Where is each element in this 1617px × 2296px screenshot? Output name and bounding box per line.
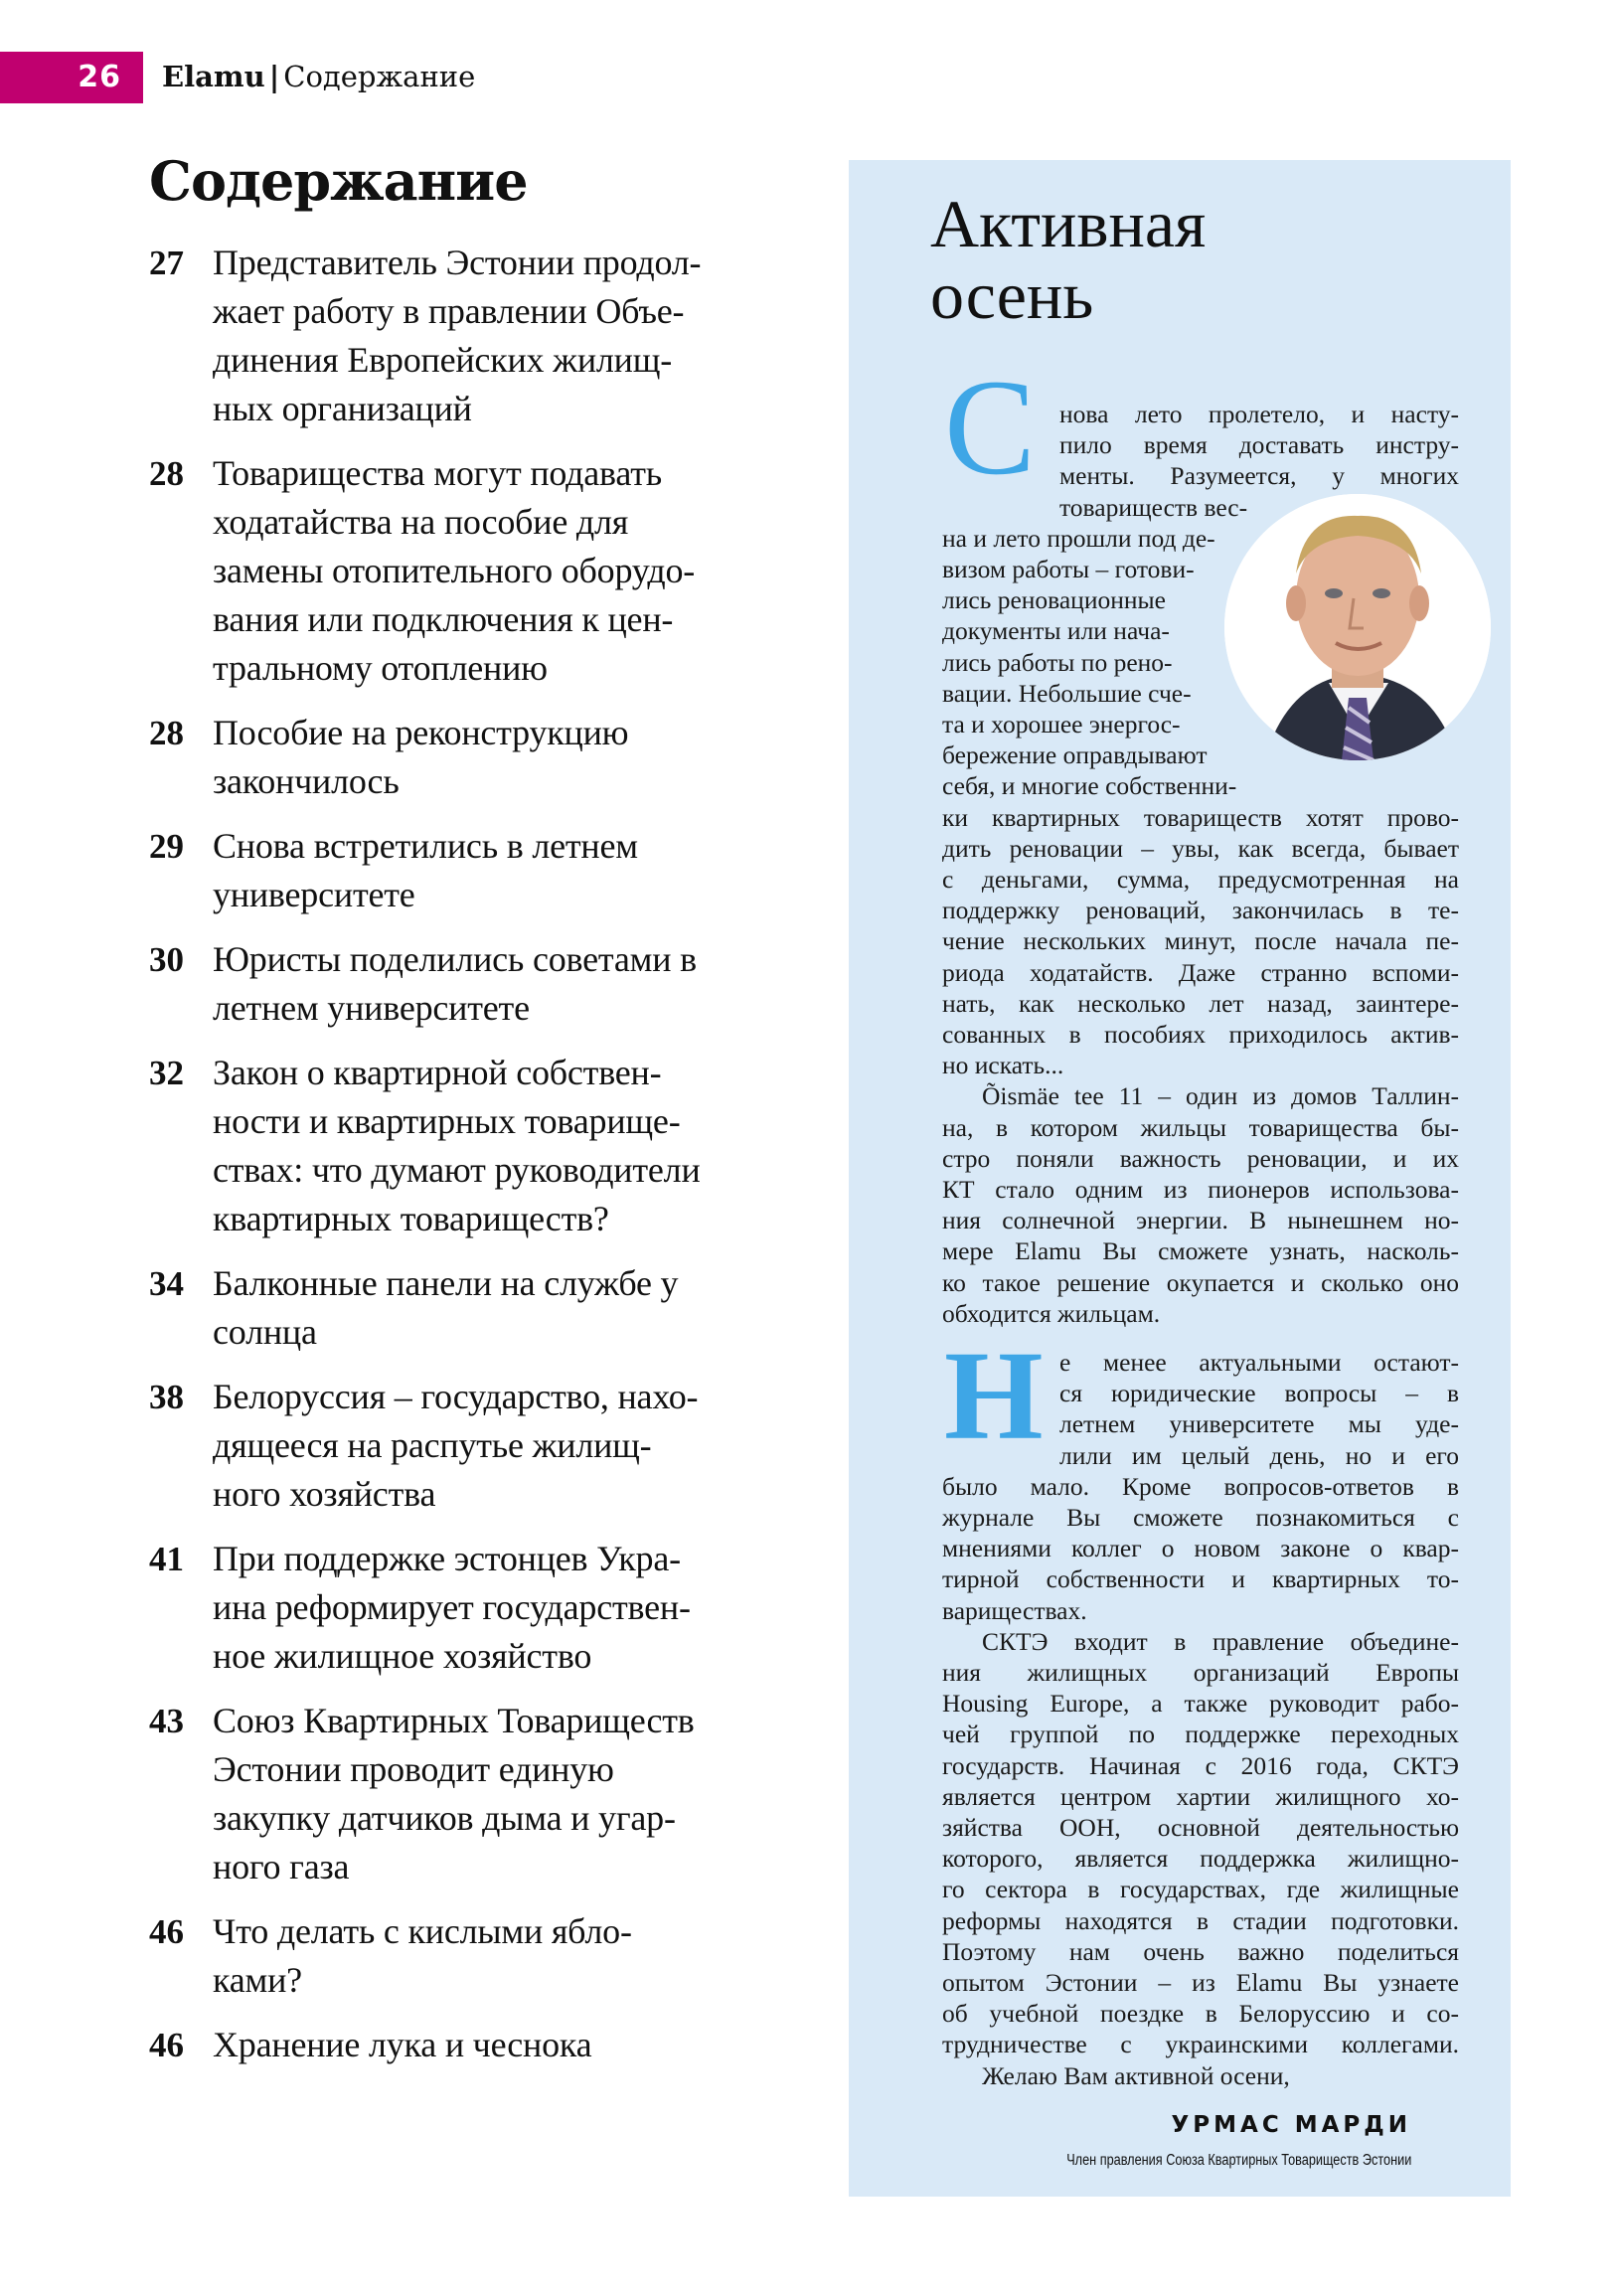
body-text-line: товариществ вес-: [1059, 493, 1248, 522]
body-text-line: лись реновационные: [942, 585, 1166, 614]
toc-entry-line: летнем университете: [213, 988, 530, 1028]
body-text-line: дить реновации – увы, как всегда, бывает: [942, 834, 1459, 863]
toc-entry-line: Юристы поделились советами в: [213, 939, 697, 979]
toc-entry-title: [213, 822, 638, 919]
body-text-line: обходится жильцам.: [942, 1299, 1161, 1328]
toc-title: Содержание: [149, 149, 528, 213]
body-text-line: пило время доставать инстру-: [1059, 430, 1459, 459]
body-text-line: Õismäe tee 11 – один из домов Таллин-: [982, 1081, 1459, 1110]
body-text-line: вации. Небольшие сче-: [942, 679, 1192, 708]
body-text-line: СКТЭ входит в правление объедине-: [982, 1627, 1459, 1656]
body-text-line: было мало. Кроме вопросов-ответов в: [942, 1472, 1459, 1501]
body-text-line: но искать...: [942, 1051, 1064, 1079]
toc-entry[interactable]: [149, 1535, 785, 1681]
toc-entry-line: Что делать с кислыми ябло-: [213, 1911, 632, 1951]
toc-page-number: 29: [149, 827, 184, 866]
body-text-line: чение нескольких минут, после начала пе-: [942, 926, 1459, 955]
toc-entry-title: [213, 709, 628, 806]
signature-name: УРМАС МАРДИ: [1171, 2112, 1411, 2138]
body-text-line: документы или нача-: [942, 616, 1170, 645]
drop-cap: С: [944, 351, 1037, 503]
body-text-line: визом работы – готови-: [942, 555, 1195, 583]
body-text-line: ния жилищных организаций Европы: [942, 1658, 1459, 1687]
toc-entry-line: Балконные панели на службе у: [213, 1263, 679, 1303]
toc-entry-line: замены отопительного оборудо-: [213, 551, 696, 590]
toc-page-number: 28: [149, 454, 184, 493]
magazine-name: Elamu: [162, 60, 265, 93]
body-text-line: вариществах.: [942, 1596, 1087, 1625]
toc-entry-line: университете: [213, 875, 415, 914]
toc-entry-line: жает работу в правлении Объе-: [213, 291, 685, 331]
table-of-contents: [149, 239, 785, 2085]
toc-entry-title: [213, 449, 695, 693]
toc-entry-line: Представитель Эстонии продол-: [213, 243, 702, 282]
body-text-line: е менее актуальными остают-: [1059, 1348, 1459, 1377]
body-text-line: которого, является поддержка жилищно-: [942, 1844, 1459, 1873]
body-text-line: ки квартирных товариществ хотят прово-: [942, 803, 1459, 832]
body-text-line: летнем университете мы уде-: [1059, 1409, 1459, 1438]
body-text-line: на, в котором жильцы товарищества бы-: [942, 1113, 1459, 1142]
toc-entry-line: Эстонии проводит единую: [213, 1749, 614, 1789]
toc-entry-title: [213, 1373, 698, 1519]
body-text-line: лись работы по рено-: [942, 648, 1173, 677]
body-text-line: нова лето пролетело, и насту-: [1059, 400, 1459, 428]
body-text-line: КТ стало одним из пионеров использова-: [942, 1175, 1459, 1204]
body-text-line: чей группой по поддержке переходных: [942, 1720, 1459, 1748]
toc-entry-line: Снова встретились в летнем: [213, 826, 638, 866]
body-text-line: опытом Эстонии – из Elamu Вы узнаете: [942, 1968, 1459, 1997]
toc-entry[interactable]: [149, 449, 785, 693]
toc-entry-title: [213, 935, 697, 1033]
toc-entry[interactable]: [149, 1697, 785, 1891]
body-text-line: мнениями коллег о новом законе о квар-: [942, 1534, 1459, 1562]
body-text-line: с деньгами, сумма, предусмотренная на: [942, 865, 1459, 894]
toc-page-number: 34: [149, 1264, 184, 1303]
toc-entry-title: [213, 1697, 695, 1891]
toc-entry-line: ками?: [213, 1960, 302, 2000]
signature-role: Член правления Союза Квартирных Товариществ Эстонии: [1065, 2152, 1411, 2169]
toc-entry-line: Пособие на реконструкцию: [213, 713, 629, 752]
body-text-line: трудничестве с украинскими коллегами.: [942, 2030, 1459, 2058]
body-text-line: ся юридические вопросы – в: [1059, 1379, 1459, 1407]
body-text-line: нать, как несколько лет назад, заинтере-: [942, 989, 1459, 1018]
body-text-line: риода ходатайств. Даже странно вспоми-: [942, 958, 1459, 987]
body-text-line: себя, и многие собственни-: [942, 771, 1237, 800]
drop-cap: Н: [944, 1325, 1044, 1466]
editorial-panel: [849, 160, 1511, 2197]
running-head-separator: |: [268, 60, 280, 93]
page-number-badge: [0, 52, 143, 103]
toc-entry-title: [213, 1907, 632, 2005]
toc-entry-line: тральному отоплению: [213, 648, 548, 688]
toc-entry-line: Союз Квартирных Товариществ: [213, 1701, 695, 1740]
body-text-line: бережение оправдывают: [942, 740, 1208, 769]
toc-entry-line: ных организаций: [213, 389, 472, 428]
toc-page-number: 27: [149, 244, 184, 282]
body-text-line: мере Elamu Вы сможете узнать, насколь-: [942, 1236, 1459, 1265]
toc-entry-line: ного хозяйства: [213, 1474, 436, 1514]
toc-entry-line: Белоруссия – государство, нахо-: [213, 1377, 699, 1416]
toc-entry-line: ного газа: [213, 1847, 350, 1886]
toc-entry-title: [213, 2021, 591, 2069]
editorial-title-line: осень: [930, 257, 1094, 333]
toc-entry-line: ходатайства на пособие для: [213, 502, 629, 542]
body-text-line: зяйства ООН, основной деятельностью: [942, 1813, 1459, 1842]
body-text-line: ния солнечной энергии. В нынешнем но-: [942, 1206, 1459, 1234]
toc-entry-line: Товарищества могут подавать: [213, 453, 662, 493]
toc-entry-line: ина реформирует государствен-: [213, 1587, 691, 1627]
toc-entry-line: солнца: [213, 1312, 317, 1352]
body-text-line: поддержку реноваций, закончилась в те-: [942, 896, 1459, 924]
toc-entry[interactable]: [149, 1049, 785, 1243]
toc-page-number: 32: [149, 1054, 184, 1092]
body-text-line: стро поняли важность реновации, и их: [942, 1144, 1459, 1173]
toc-entry-line: ности и квартирных товарище-: [213, 1101, 681, 1141]
toc-page-number: 28: [149, 714, 184, 752]
toc-entry-line: Закон о квартирной собствен-: [213, 1053, 662, 1092]
section-name: Содержание: [283, 60, 476, 93]
toc-entry[interactable]: [149, 1259, 785, 1357]
body-text-line: Поэтому нам очень важно поделиться: [942, 1937, 1459, 1966]
toc-entry-title: [213, 1535, 691, 1681]
toc-entry[interactable]: [149, 1373, 785, 1519]
toc-entry-line: динения Европейских жилищ-: [213, 340, 673, 380]
editorial-title-line: Активная: [930, 186, 1207, 261]
body-text-line: та и хорошее энергос-: [942, 710, 1181, 738]
body-text-line: менты. Разумеется, у многих: [1059, 461, 1459, 490]
page-number: 26: [78, 60, 121, 94]
toc-entry-line: закончилось: [213, 761, 400, 801]
toc-entry-line: ное жилищное хозяйство: [213, 1636, 592, 1676]
toc-entry[interactable]: [149, 822, 785, 919]
toc-entry-line: Хранение лука и чеснока: [213, 2025, 592, 2064]
toc-entry-line: При поддержке эстонцев Укра-: [213, 1539, 681, 1578]
toc-page-number: 46: [149, 1912, 184, 1951]
toc-page-number: 38: [149, 1378, 184, 1416]
body-text-line: государств. Начиная с 2016 года, СКТЭ: [942, 1751, 1459, 1780]
toc-entry-title: [213, 1259, 678, 1357]
body-text-line: сованных в пособиях приходилось актив-: [942, 1020, 1459, 1049]
toc-entry-line: квартирных товариществ?: [213, 1199, 609, 1238]
toc-entry[interactable]: [149, 935, 785, 1033]
editorial-title: [930, 188, 1206, 331]
toc-entry[interactable]: [149, 709, 785, 806]
running-head: [162, 60, 475, 93]
body-text-line: является центром хартии жилищного хо-: [942, 1782, 1459, 1811]
toc-entry[interactable]: [149, 1907, 785, 2005]
toc-page-number: 41: [149, 1540, 184, 1578]
body-text-line: го сектора в государствах, где жилищные: [942, 1875, 1459, 1903]
toc-entry-title: [213, 239, 701, 433]
body-text-line: Желаю Вам активной осени,: [982, 2061, 1290, 2090]
body-text-line: журнале Вы сможете познакомиться с: [942, 1503, 1459, 1532]
body-text-line: на и лето прошли под де-: [942, 524, 1215, 553]
toc-entry-line: дящееся на распутье жилищ-: [213, 1425, 652, 1465]
toc-page-number: 43: [149, 1702, 184, 1740]
toc-entry-title: [213, 1049, 701, 1243]
body-text-line: ко такое решение окупается и сколько оно: [942, 1268, 1459, 1297]
body-text-line: реформы находятся в стадии подготовки.: [942, 1906, 1459, 1935]
portrait-image: [1224, 494, 1491, 760]
toc-page-number: 46: [149, 2026, 184, 2064]
toc-entry[interactable]: [149, 2021, 785, 2069]
toc-entry-line: вания или подключения к цен-: [213, 599, 674, 639]
body-text-line: тирной собственности и квартирных то-: [942, 1564, 1459, 1593]
toc-page-number: 30: [149, 940, 184, 979]
body-text-line: лили им целый день, но и его: [1059, 1441, 1459, 1470]
body-text-line: Housing Europe, а также руководит рабо-: [942, 1689, 1459, 1718]
toc-entry-line: закупку датчиков дыма и угар-: [213, 1798, 676, 1838]
toc-entry-line: ствах: что думают руководители: [213, 1150, 701, 1190]
author-portrait: [1224, 494, 1491, 760]
toc-entry[interactable]: [149, 239, 785, 433]
body-text-line: об учебной поездке в Белоруссию и со-: [942, 1999, 1459, 2028]
